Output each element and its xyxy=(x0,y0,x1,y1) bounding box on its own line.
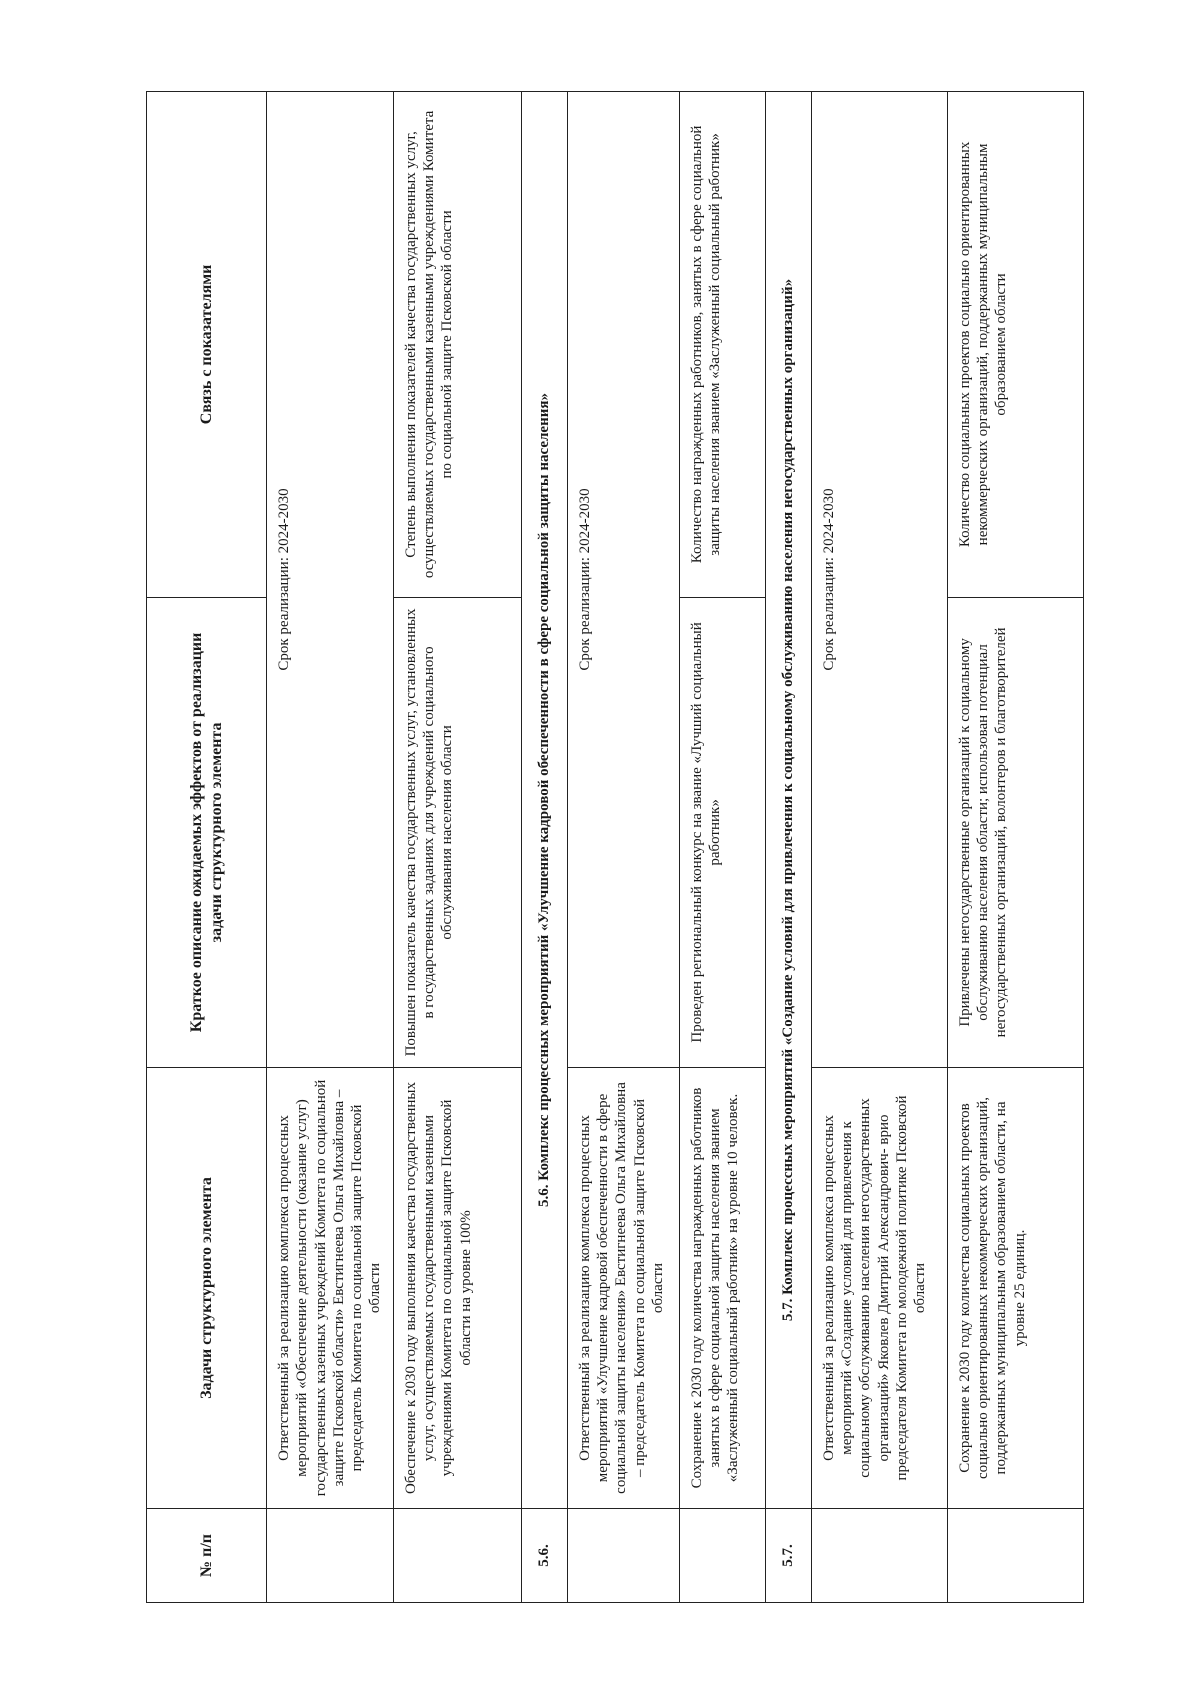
table-row xyxy=(393,92,521,1603)
header-link: Связь с показателями xyxy=(147,92,267,598)
section-row xyxy=(521,92,567,1603)
term-cell: Срок реализации: 2024-2030 xyxy=(567,92,679,1068)
header-row xyxy=(147,92,267,1603)
responsible-cell: Ответственный за реализацию комплекса процессных мероприятий «Создание условий для привлечения к социальному обслуживанию населения негосударственных организаций» Яковлев Дмитрий Александрович- врио председателя Комитета по молодежной политике Псковской области xyxy=(811,1068,947,1509)
num-cell xyxy=(567,1508,679,1602)
effect-cell: Повышен показатель качества государственных услуг, установленных в государственных заданиях для учреждений социального обслуживания населения области xyxy=(393,597,521,1067)
rotated-page xyxy=(146,91,1078,1603)
link-cell: Количество награжденных работников, занятых в сфере социальной защиты населения званием «Заслуженный социальный работник» xyxy=(679,92,765,598)
section-title: 5.7. Комплекс процессных мероприятий «Создание условий для привлечения к социальному обслуживанию населения негосударственных организаций» xyxy=(765,92,811,1509)
responsible-cell: Ответственный за реализацию комплекса процессных мероприятий «Улучшение кадровой обеспеченности в сфере социальной защиты населения» Евстигнеева Ольга Михайловна – председатель Комитета по социальной защите Псковской области xyxy=(567,1068,679,1509)
num-cell xyxy=(679,1508,765,1602)
table-row xyxy=(567,92,679,1603)
effect-cell: Проведен региональный конкурс на звание «Лучший социальный работник» xyxy=(679,597,765,1067)
structural-elements-table xyxy=(146,91,1084,1603)
task-cell: Сохранение к 2030 году количества награжденных работников занятых в сфере социальной защиты населения званием «Заслуженный социальный работник» на уровне 10 человек. xyxy=(679,1068,765,1509)
term-cell: Срок реализации: 2024-2030 xyxy=(811,92,947,1068)
num-cell xyxy=(947,1508,1083,1602)
table-row xyxy=(267,92,394,1603)
task-cell: Сохранение к 2030 году количества социальных проектов социально ориентированных некоммерческих организаций, поддержанных муниципальным образованием области, на уровне 25 единиц. xyxy=(947,1068,1083,1509)
section-row xyxy=(765,92,811,1603)
table-row xyxy=(811,92,947,1603)
responsible-cell: Ответственный за реализацию комплекса процессных мероприятий «Обеспечение деятельности (оказание услуг) государственных казенных учреждений Комитета по социальной защите Псковской области» Евстигнеева Ольга Михайловна – председатель Комитета по социальной защите Псковской области xyxy=(267,1068,394,1509)
section-number: 5.7. xyxy=(765,1508,811,1602)
link-cell: Количество социальных проектов социально ориентированных некоммерческих организаций, поддержанных муниципальным образованием области xyxy=(947,92,1083,598)
task-cell: Обеспечение к 2030 году выполнения качества государственных услуг, осуществляемых государственными казенными учреждениями Комитета по социальной защите Псковской области на уровне 100% xyxy=(393,1068,521,1509)
header-effect: Краткое описание ожидаемых эффектов от реализации задачи структурного элемента xyxy=(147,597,267,1067)
section-number: 5.6. xyxy=(521,1508,567,1602)
table-row xyxy=(679,92,765,1603)
table-row xyxy=(947,92,1083,1603)
num-cell xyxy=(267,1508,394,1602)
effect-cell: Привлечены негосударственные организаций к социальному обслуживанию населения области; использован потенциал негосударственных организаций, волонтеров и благотворителей xyxy=(947,597,1083,1067)
header-task: Задачи структурного элемента xyxy=(147,1068,267,1509)
num-cell xyxy=(393,1508,521,1602)
term-cell: Срок реализации: 2024-2030 xyxy=(267,92,394,1068)
num-cell xyxy=(811,1508,947,1602)
header-num: № п/п xyxy=(147,1508,267,1602)
link-cell: Степень выполнения показателей качества государственных услуг, осуществляемых государственными казенными учреждениями Комитета по социальной защите Псковской области xyxy=(393,92,521,598)
section-title: 5.6. Комплекс процессных мероприятий «Улучшение кадровой обеспеченности в сфере социальной защиты населения» xyxy=(521,92,567,1509)
